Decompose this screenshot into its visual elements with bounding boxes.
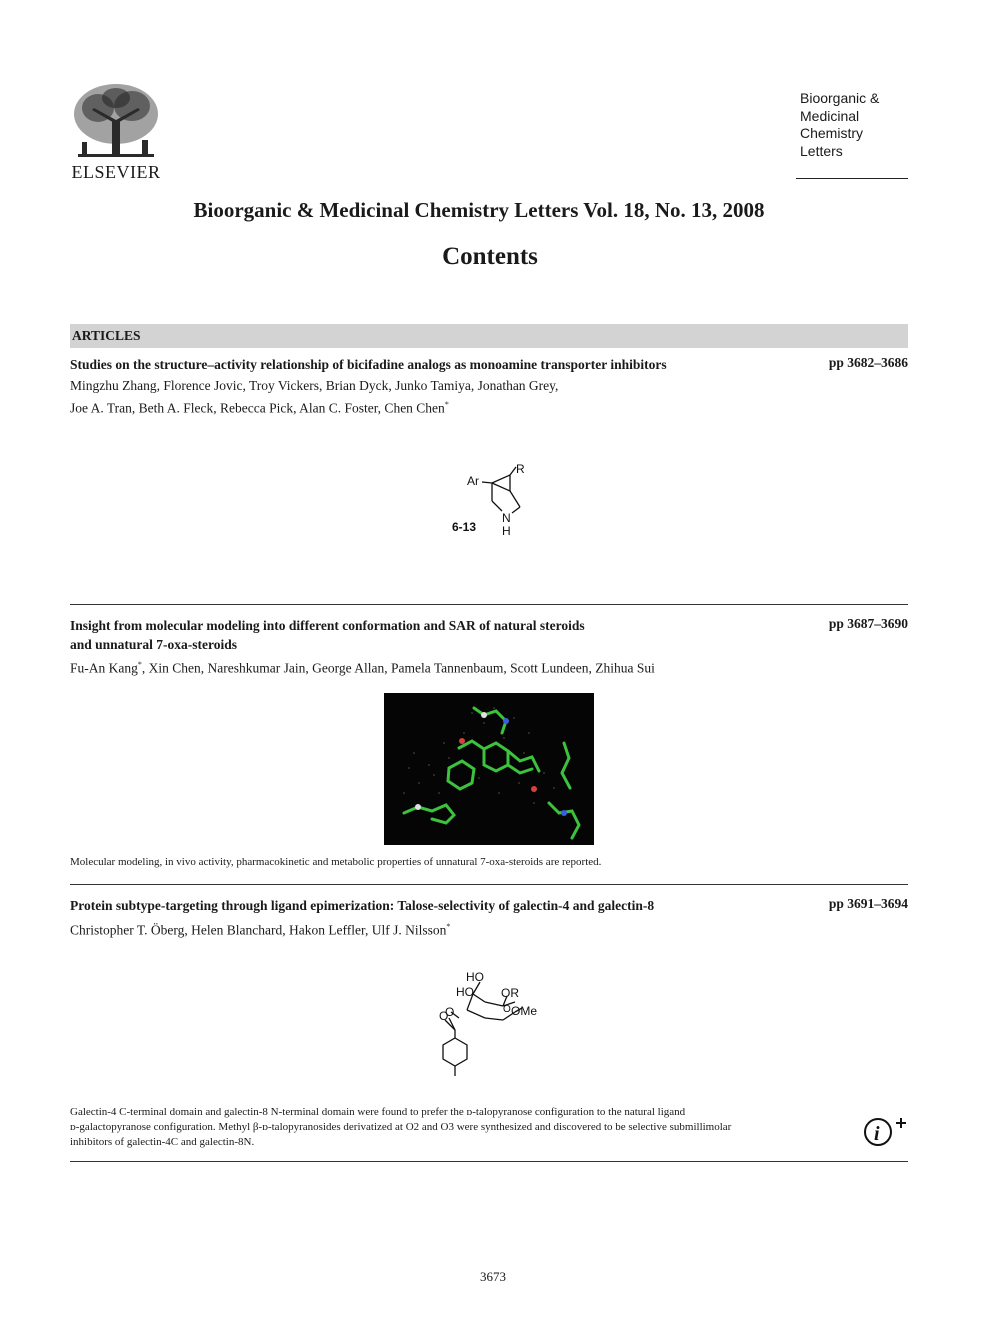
label-o-ring: O xyxy=(503,1004,511,1015)
article-divider-3 xyxy=(70,1161,908,1162)
journal-mark xyxy=(800,90,910,160)
article-3-authors: Christopher T. Öberg, Helen Blanchard, Hakon Leffler, Ulf J. Nilsson* xyxy=(70,922,451,938)
article-3-abstract-line-2: ᴅ-galactopyranose configuration. Methyl β-ᴅ-talopyranosides derivatized at O2 and O3 were synthesized and discovered to be selective submillimolar xyxy=(70,1121,732,1133)
journal-mark-line-4: Letters xyxy=(800,142,843,159)
label-o-ester: O xyxy=(445,1005,455,1019)
info-plus-icon[interactable] xyxy=(862,1115,908,1149)
article-3-title[interactable] xyxy=(70,896,654,915)
label-ho-top: HO xyxy=(466,970,484,984)
article-2-title[interactable] xyxy=(70,616,585,654)
article-1-authors xyxy=(70,376,558,418)
article-1-title[interactable] xyxy=(70,355,667,374)
corresponding-mark: * xyxy=(137,660,142,669)
contents-heading: Contents xyxy=(442,243,538,270)
label-ho-left: HO xyxy=(456,985,474,999)
article-1-authors-line-2: Joe A. Tran, Beth A. Fleck, Rebecca Pick, Alan C. Foster, Chen Chen* xyxy=(70,400,449,416)
label-or: OR xyxy=(501,986,519,1000)
bicifadine-structure xyxy=(440,455,550,545)
corresponding-mark: * xyxy=(444,400,449,409)
svg-text:i: i xyxy=(874,1123,880,1145)
article-divider-2 xyxy=(70,884,908,885)
journal-issue-title: Bioorganic & Medicinal Chemistry Letters Vol. 18, No. 13, 2008 xyxy=(193,198,765,222)
article-3-abstract-line-3: inhibitors of galectin-4C and galectin-8N. xyxy=(70,1136,255,1148)
label-ome: OMe xyxy=(511,1004,538,1018)
publisher-name: ELSEVIER xyxy=(71,162,161,182)
journal-mark-line-1: Bioorganic & xyxy=(800,90,880,106)
article-2-abstract: Molecular modeling, in vivo activity, pharmacokinetic and metabolic properties of unnatural 7-oxa-steroids are reported. xyxy=(70,856,602,868)
article-3-abstract xyxy=(70,1105,814,1150)
article-3-pages: pp 3691–3694 xyxy=(828,896,908,911)
article-2-authors: Fu-An Kang*, Xin Chen, Nareshkumar Jain, George Allan, Pamela Tannenbaum, Scott Lundeen, Zhihua Sui xyxy=(70,660,655,676)
label-o-carbonyl: O xyxy=(439,1009,449,1023)
page-number: 3673 xyxy=(480,1269,506,1284)
article-divider-1 xyxy=(70,604,908,605)
article-1-title-line-1: Studies on the structure–activity relationship of bicifadine analogs as monoamine transporter inhibitors xyxy=(70,357,667,372)
structure-label-h: H xyxy=(502,524,511,538)
journal-mark-rule xyxy=(796,178,908,179)
article-3-title-line-1: Protein subtype-targeting through ligand epimerization: Talose-selectivity of galectin-4 and galectin-8 xyxy=(70,898,655,913)
compound-label: 6-13 xyxy=(452,520,477,534)
structure-label-ar: Ar xyxy=(467,474,479,488)
section-label: ARTICLES xyxy=(72,328,141,343)
molecular-modeling-image xyxy=(384,693,594,845)
structure-label-r: R xyxy=(516,462,525,476)
article-2-title-line-1: Insight from molecular modeling into different conformation and SAR of natural steroids xyxy=(70,618,585,633)
talopyranoside-structure xyxy=(425,962,555,1082)
article-3-abstract-line-1: Galectin-4 C-terminal domain and galectin-8 N-terminal domain were found to prefer the ᴅ-talopyranose configuration to the natural ligand xyxy=(70,1106,686,1118)
article-2-pages: pp 3687–3690 xyxy=(828,616,908,631)
article-1-authors-line-1: Mingzhu Zhang, Florence Jovic, Troy Vickers, Brian Dyck, Junko Tamiya, Jonathan Grey, xyxy=(70,378,559,393)
journal-mark-line-3: Chemistry xyxy=(800,125,864,141)
article-2-title-line-2: and unnatural 7-oxa-steroids xyxy=(70,637,238,652)
structure-label-n: N xyxy=(502,511,511,525)
article-1-pages: pp 3682–3686 xyxy=(828,355,908,370)
corresponding-mark: * xyxy=(446,922,451,931)
section-bar xyxy=(70,324,908,348)
journal-mark-line-2: Medicinal xyxy=(800,107,860,124)
